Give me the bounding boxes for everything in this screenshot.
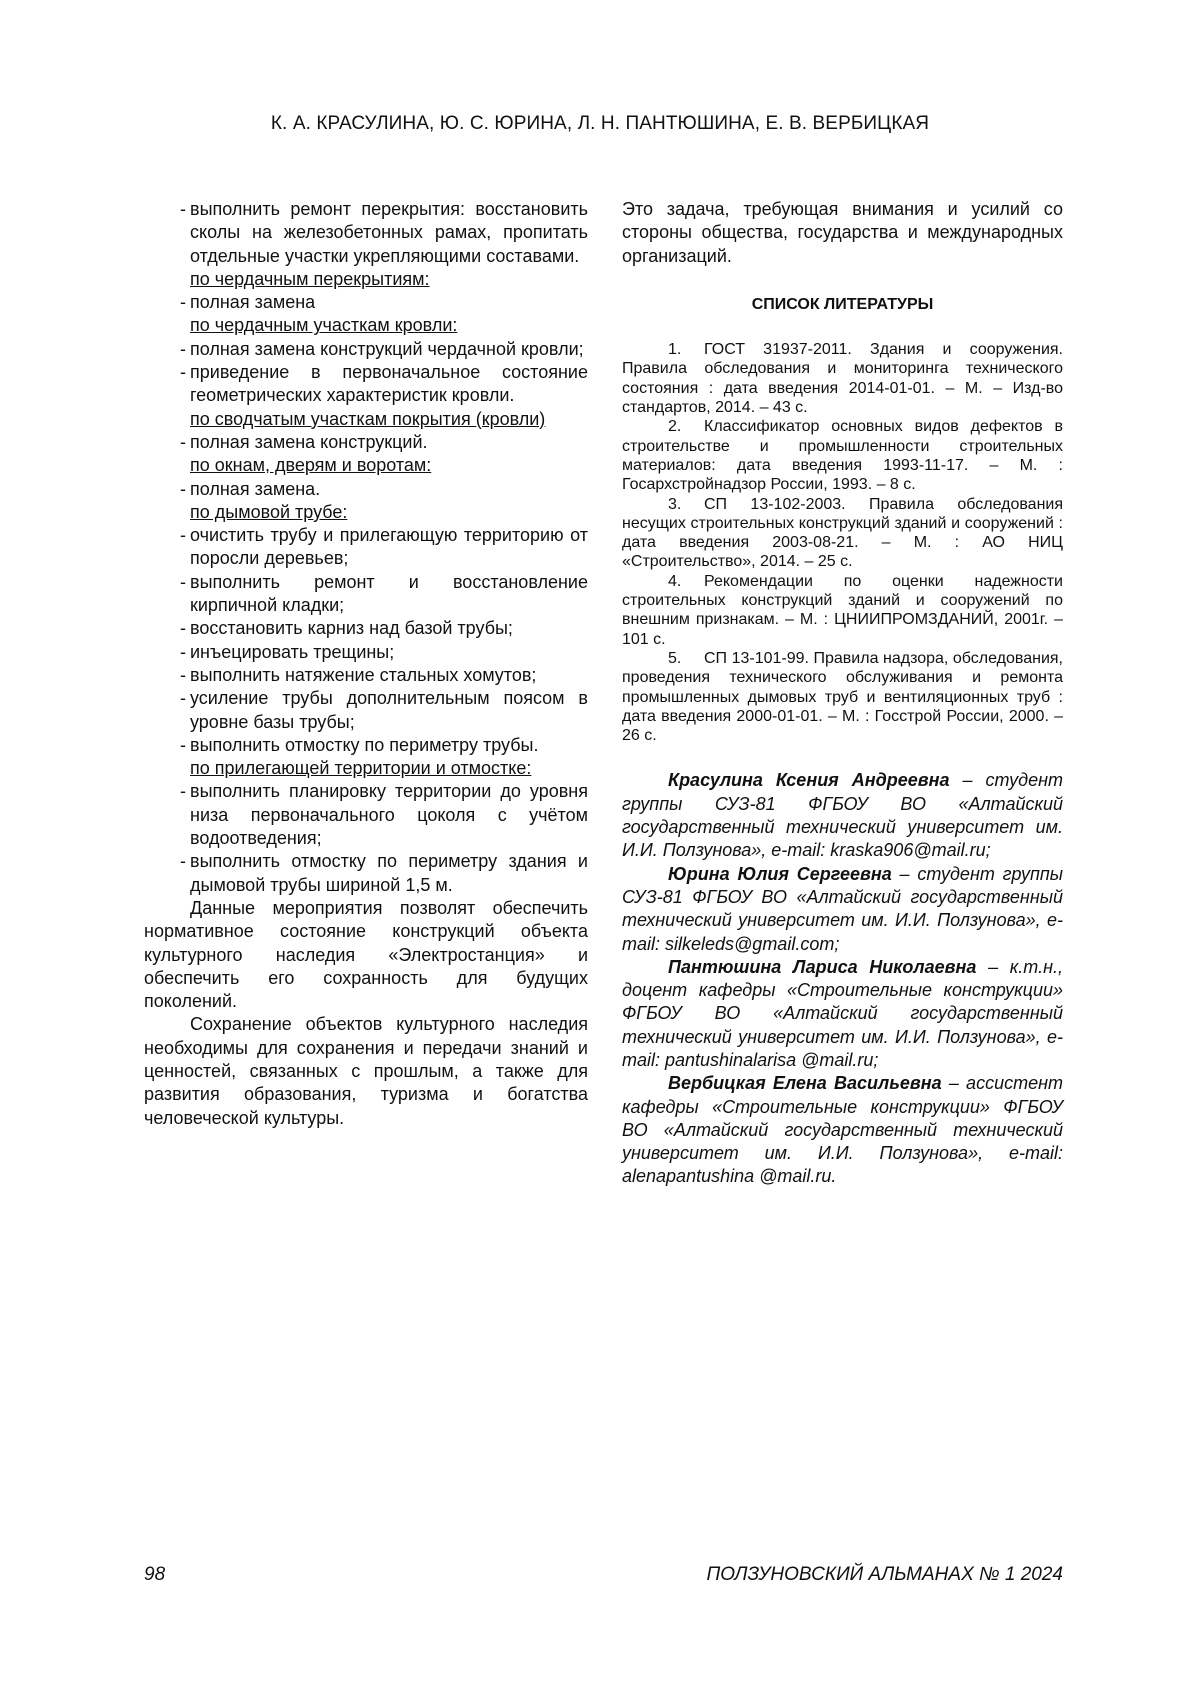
list-item — [144, 850, 588, 897]
reference-item — [622, 340, 1063, 417]
reference-number: 1. — [668, 340, 704, 359]
list-item — [144, 338, 588, 361]
list-item — [144, 431, 588, 454]
author-details: – ассистент кафедры «Строительные конструкции» ФГБОУ ВО «Алтайский государственный технический университет им. И.И. Ползунова», e-mail: alenapantushina @mail.ru. — [622, 1073, 1063, 1186]
author-details: – студент группы СУЗ-81 ФГБОУ ВО «Алтайский государственный технический университет им. И.И. Ползунова», e-mail: silkeleds@gmail.com; — [622, 864, 1063, 954]
author-entry — [622, 863, 1063, 956]
subheading: по чердачным перекрытиям: — [144, 268, 588, 291]
list-item-text: инъецировать трещины; — [190, 642, 394, 662]
list-item-text: очистить трубу и прилегающую территорию от поросли деревьев; — [190, 525, 588, 568]
reference-item — [622, 649, 1063, 745]
list-item — [144, 361, 588, 408]
author-entry — [622, 769, 1063, 862]
list-item-text: выполнить отмостку по периметру здания и дымовой трубы шириной 1,5 м. — [190, 851, 588, 894]
list-item-text: приведение в первоначальное состояние геометрических характеристик кровли. — [190, 362, 588, 405]
page-number: 98 — [144, 1564, 165, 1586]
list-item — [144, 291, 588, 314]
bullet: - — [144, 361, 190, 384]
references-list — [622, 340, 1063, 745]
reference-number: 5. — [668, 649, 704, 668]
reference-number: 4. — [668, 572, 704, 591]
bullet: - — [144, 687, 190, 710]
reference-item — [622, 417, 1063, 494]
reference-text: Классификатор основных видов дефектов в строительстве и промышленности строительных материалов: дата введения 1993-11-17. – М. : Госархстройнадзор России, 1993. – 8 с. — [622, 418, 1063, 493]
bullet: - — [144, 524, 190, 547]
list-item — [144, 687, 588, 734]
author-name: Юрина Юлия Сергеевна — [668, 864, 892, 884]
list-item — [144, 571, 588, 618]
references-title: СПИСОК ЛИТЕРАТУРЫ — [622, 293, 1063, 316]
list-item — [144, 664, 588, 687]
bullet: - — [144, 734, 190, 757]
body-paragraph: Это задача, требующая внимания и усилий со стороны общества, государства и международных организаций. — [622, 198, 1063, 268]
list-item — [144, 198, 588, 268]
bullet: - — [144, 478, 190, 501]
bullet: - — [144, 850, 190, 873]
subheading: по прилегающей территории и отмостке: — [144, 757, 588, 780]
reference-text: Рекомендации по оценки надежности строительных конструкций зданий и сооружений по внешним признакам. – М. : ЦНИИПРОМЗДАНИЙ, 2001г. – 101 с. — [622, 573, 1063, 648]
author-details: – к.т.н., доцент кафедры «Строительные конструкции» ФГБОУ ВО «Алтайский государственный технический университет им. И.И. Ползунова», e-mail: pantushinalarisa @mail.ru; — [622, 957, 1063, 1070]
list-item — [144, 478, 588, 501]
reference-text: СП 13-102-2003. Правила обследования несущих строительных конструкций зданий и сооружений : дата введения 2003-08-21. – М. : АО НИЦ «Строительство», 2014. – 25 с. — [622, 496, 1063, 571]
author-entry — [622, 956, 1063, 1072]
list-item-text: полная замена — [190, 292, 315, 312]
bullet: - — [144, 431, 190, 454]
list-item-text: выполнить отмостку по периметру трубы. — [190, 735, 538, 755]
list-item-text: восстановить карниз над базой трубы; — [190, 618, 513, 638]
running-header: К. А. КРАСУЛИНА, Ю. С. ЮРИНА, Л. Н. ПАНТЮШИНА, Е. В. ВЕРБИЦКАЯ — [0, 113, 1200, 135]
list-item-text: усиление трубы дополнительным поясом в уровне базы трубы; — [190, 688, 588, 731]
subheading: по сводчатым участкам покрытия (кровли) — [144, 408, 588, 431]
subheading: по чердачным участкам кровли: — [144, 314, 588, 337]
author-entry — [622, 1072, 1063, 1188]
bullet: - — [144, 617, 190, 640]
subheading: по дымовой трубе: — [144, 501, 588, 524]
body-paragraph: Сохранение объектов культурного наследия необходимы для сохранения и передачи знаний и ценностей, связанных с прошлым, а также для развития образования, туризма и богатства человеческой культуры. — [144, 1013, 588, 1129]
body-paragraph: Данные мероприятия позволят обеспечить нормативное состояние конструкций объекта культурного наследия «Электростанция» и обеспечить его сохранность для будущих поколений. — [144, 897, 588, 1013]
journal-title: ПОЛЗУНОВСКИЙ АЛЬМАНАХ № 1 2024 — [707, 1564, 1064, 1586]
reference-item — [622, 495, 1063, 572]
bullet: - — [144, 198, 190, 221]
left-column — [144, 198, 588, 1130]
list-item-text: выполнить планировку территории до уровня низа первоначального цоколя с учётом водоотведения; — [190, 781, 588, 848]
author-info — [622, 769, 1063, 1188]
list-item — [144, 617, 588, 640]
bullet: - — [144, 780, 190, 803]
list-item — [144, 641, 588, 664]
reference-text: ГОСТ 31937-2011. Здания и сооружения. Правила обследования и мониторинга технического состояния : дата введения 2014-01-01. – М. – Изд-во стандартов, 2014. – 43 с. — [622, 341, 1063, 416]
bullet: - — [144, 664, 190, 687]
subheading: по окнам, дверям и воротам: — [144, 454, 588, 477]
list-item-text: выполнить натяжение стальных хомутов; — [190, 665, 536, 685]
list-item — [144, 780, 588, 850]
author-name: Красулина Ксения Андреевна — [668, 770, 950, 790]
bullet: - — [144, 338, 190, 361]
list-item — [144, 524, 588, 571]
reference-item — [622, 572, 1063, 649]
right-column — [622, 198, 1063, 1189]
list-item-text: выполнить ремонт и восстановление кирпичной кладки; — [190, 572, 588, 615]
list-item-text: полная замена конструкций чердачной кровли; — [190, 339, 584, 359]
list-item-text: выполнить ремонт перекрытия: восстановить сколы на железобетонных рамах, пропитать отдельные участки укрепляющими составами. — [190, 199, 588, 266]
list-item — [144, 734, 588, 757]
reference-number: 3. — [668, 495, 704, 514]
author-details: – студент группы СУЗ-81 ФГБОУ ВО «Алтайский государственный технический университет им. И.И. Ползунова», e-mail: kraska906@mail.ru; — [622, 770, 1063, 860]
list-item-text: полная замена. — [190, 479, 320, 499]
reference-number: 2. — [668, 417, 704, 436]
author-name: Пантюшина Лариса Николаевна — [668, 957, 976, 977]
list-item-text: полная замена конструкций. — [190, 432, 428, 452]
bullet: - — [144, 641, 190, 664]
bullet: - — [144, 291, 190, 314]
author-name: Вербицкая Елена Васильевна — [668, 1073, 942, 1093]
bullet: - — [144, 571, 190, 594]
reference-text: СП 13-101-99. Правила надзора, обследования, проведения технического обслуживания и ремонта промышленных дымовых труб и вентиляционных труб : дата введения 2000-01-01. – М. : Госстрой России, 2000. – 26 с. — [622, 650, 1063, 744]
